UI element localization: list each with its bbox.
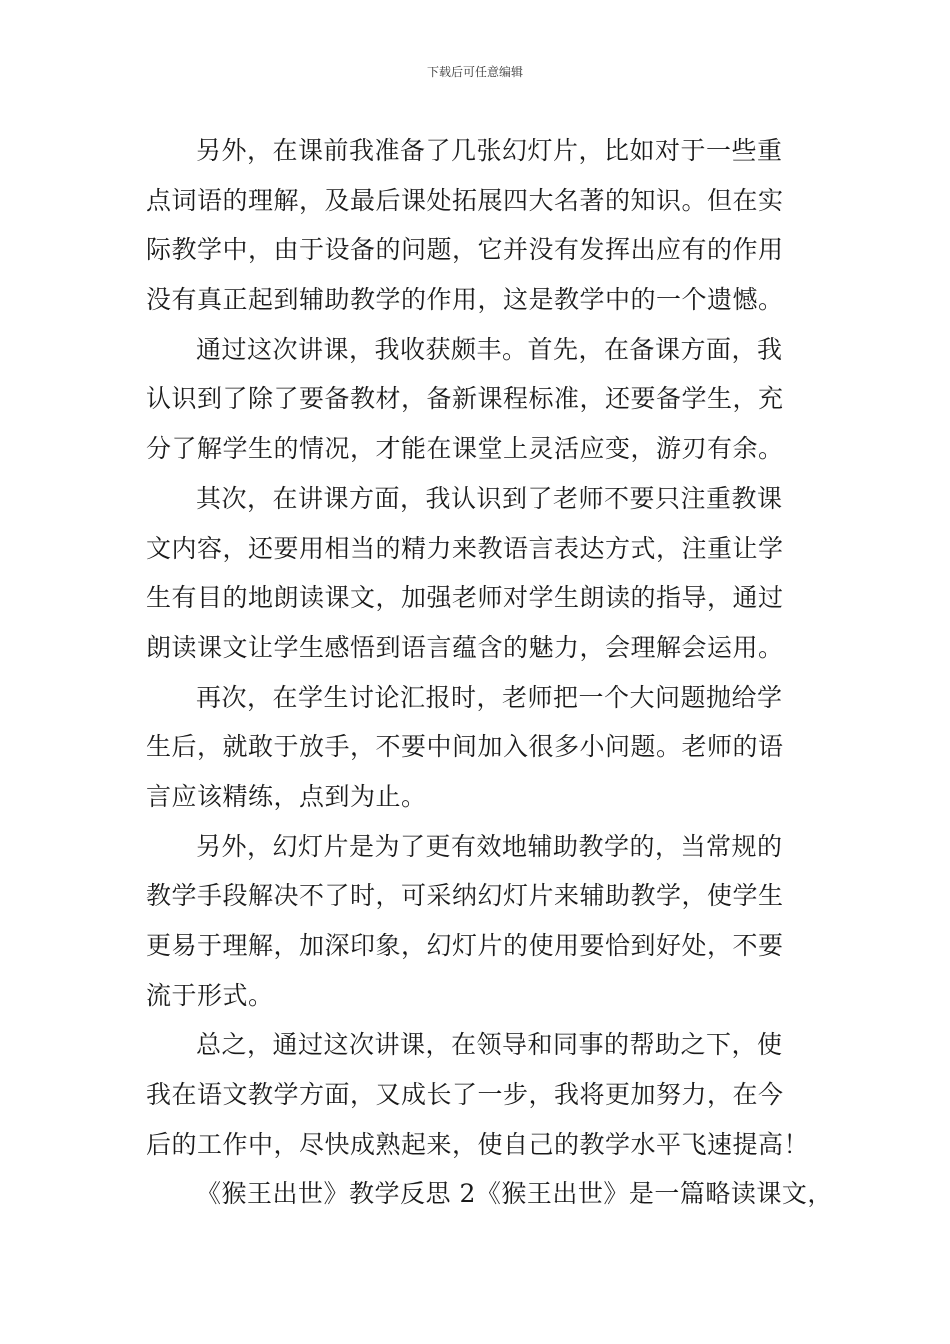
- page-header: 下载后可任意编辑: [426, 65, 523, 79]
- text-line: 分了解学生的情况，才能在课堂上灵活应变，游刃有余。: [146, 434, 784, 464]
- text-line: 总之，通过这次讲课，在领导和同事的帮助之下，使: [196, 1030, 783, 1060]
- text-line: 生后，就敢于放手，不要中间加入很多小问题。老师的语: [146, 732, 784, 762]
- text-line: 朗读课文让学生感悟到语言蕴含的魅力，会理解会运用。: [146, 632, 784, 662]
- text-line: 流于形式。: [146, 980, 274, 1010]
- text-line: 我在语文教学方面，又成长了一步，我将更加努力，在今: [146, 1080, 784, 1110]
- text-line: 另外，幻灯片是为了更有效地辅助教学的，当常规的: [196, 831, 783, 861]
- text-line: 后的工作中，尽快成熟起来，使自己的教学水平飞速提高！: [146, 1129, 810, 1159]
- text-line: 认识到了除了要备教材，备新课程标准，还要备学生，充: [146, 384, 784, 414]
- document-body: [146, 126, 833, 1219]
- text-line: 际教学中，由于设备的问题，它并没有发挥出应有的作用: [146, 235, 784, 265]
- text-line: 教学手段解决不了时，可采纳幻灯片来辅助教学，使学生: [146, 881, 784, 911]
- text-line: 言应该精练，点到为止。: [146, 781, 427, 811]
- text-line: 另外，在课前我准备了几张幻灯片，比如对于一些重: [196, 136, 783, 165]
- text-line: 文内容，还要用相当的精力来教语言表达方式，注重让学: [146, 533, 784, 563]
- text-line: 通过这次讲课，我收获颇丰。首先，在备课方面，我: [196, 334, 783, 364]
- text-line: 更易于理解，加深印象，幻灯片的使用要恰到好处，不要: [146, 931, 784, 960]
- text-line: 没有真正起到辅助教学的作用，这是教学中的一个遗憾。: [146, 285, 784, 315]
- text-line: 点词语的理解，及最后课处拓展四大名著的知识。但在实: [146, 185, 784, 215]
- text-line: 再次，在学生讨论汇报时，老师把一个大问题抛给学: [196, 682, 783, 712]
- text-line: 其次，在讲课方面，我认识到了老师不要只注重教课: [196, 483, 783, 513]
- text-line: 生有目的地朗读课文，加强老师对学生朗读的指导，通过: [146, 583, 784, 613]
- text-line: 《猴王出世》教学反思 2《猴王出世》是一篇略读课文，: [196, 1179, 833, 1209]
